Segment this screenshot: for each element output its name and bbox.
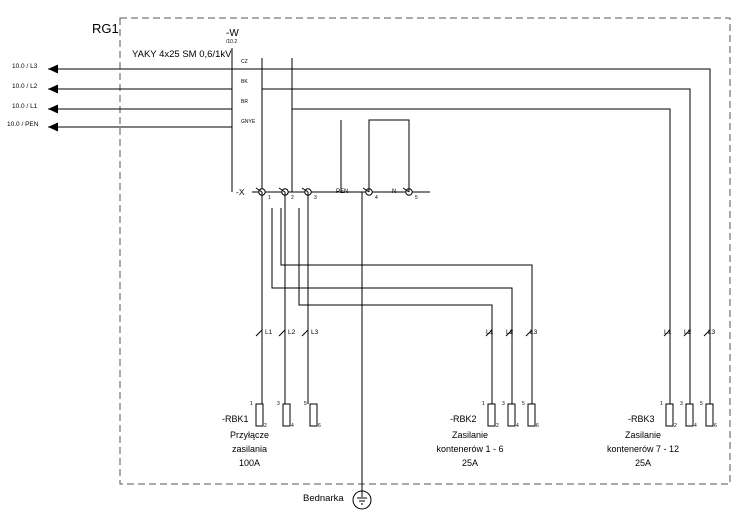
rbk2-desc-2: kontenerów 1 - 6 bbox=[436, 444, 504, 454]
rbk2-desc-1: Zasilanie bbox=[451, 430, 489, 440]
rbk1-pole-3: 3 bbox=[277, 401, 280, 407]
terminal-number-5: 5 bbox=[415, 195, 418, 201]
rbk2-tag: -RBK2 bbox=[450, 414, 477, 424]
rbk3-desc-3: 25A bbox=[634, 458, 651, 468]
rbk1-phase-l1: L1 bbox=[265, 329, 273, 336]
rbk2-phase-l2: L2 bbox=[506, 329, 514, 336]
panel-title: RG1 bbox=[92, 21, 119, 36]
rbk3-desc-1: Zasilanie bbox=[624, 430, 662, 440]
rbk1-pole-2: 2 bbox=[264, 423, 267, 429]
incoming-feed-label-pen: 10.0 / PEN bbox=[7, 121, 39, 128]
rbk1-pole-5: 5 bbox=[304, 401, 307, 407]
rbk3-phase-l1: L1 bbox=[664, 329, 672, 336]
supply-device-tag: -W bbox=[226, 28, 239, 39]
rbk2-pole-1: 1 bbox=[482, 401, 485, 407]
rbk1-phase-l3: L3 bbox=[311, 329, 319, 336]
earth-label: Bednarka bbox=[303, 493, 344, 504]
terminal-number-1: 1 bbox=[268, 195, 271, 201]
rbk1-desc-1: Przyłącze bbox=[229, 430, 269, 440]
rbk2-pole-5: 5 bbox=[522, 401, 525, 407]
supply-device-sub: /10.2 bbox=[226, 39, 238, 45]
rbk3-pole-6: 6 bbox=[714, 423, 717, 429]
branch-feed-lines bbox=[272, 208, 532, 332]
pen-n-bridge bbox=[369, 120, 409, 192]
cable-core-label-cz: CZ bbox=[241, 59, 248, 65]
terminal-name-pen: PEN bbox=[336, 189, 349, 195]
rbk2-pole-4: 4 bbox=[516, 423, 519, 429]
rbk2-phase-l1: L1 bbox=[486, 329, 494, 336]
rbk2-pole-6: 6 bbox=[536, 423, 539, 429]
terminal-number-3: 3 bbox=[314, 195, 317, 201]
rbk1-pole-4: 4 bbox=[291, 423, 294, 429]
rbk2-phase-l3: L3 bbox=[530, 329, 538, 336]
rbk2-pole-2: 2 bbox=[496, 423, 499, 429]
terminal-number-2: 2 bbox=[291, 195, 294, 201]
rbk3-tag: -RBK3 bbox=[628, 414, 655, 424]
rbk3-pole-2: 2 bbox=[674, 423, 677, 429]
rbk3-desc-2: kontenerów 7 - 12 bbox=[606, 444, 680, 454]
terminal-number-4: 4 bbox=[375, 195, 378, 201]
rbk1-pole-6: 6 bbox=[318, 423, 321, 429]
terminal-stubs bbox=[256, 188, 409, 192]
rbk3-pole-1: 1 bbox=[660, 401, 663, 407]
rbk3-pole-3: 3 bbox=[680, 401, 683, 407]
incoming-feed-label-l2: 10.0 / L2 bbox=[12, 83, 38, 90]
terminal-name-n: N bbox=[392, 189, 397, 195]
rbk1-desc-3: 100A bbox=[238, 458, 261, 468]
incoming-feed-label-l1: 10.0 / L1 bbox=[12, 103, 38, 110]
distribution-bus-lines bbox=[232, 69, 710, 332]
device-rbk3 bbox=[664, 329, 716, 426]
supply-cable-type: YAKY 4x25 SM 0,6/1kV bbox=[132, 49, 232, 60]
rbk3-phase-l2: L2 bbox=[684, 329, 692, 336]
incoming-feed-label-l3: 10.0 / L3 bbox=[12, 63, 38, 70]
rbk1-phase-l2: L2 bbox=[288, 329, 296, 336]
rbk3-phase-l3: L3 bbox=[708, 329, 716, 336]
device-rbk1 bbox=[256, 330, 317, 426]
cable-core-label-bk: BK bbox=[241, 79, 248, 85]
rbk1-desc-2: zasilania bbox=[231, 444, 268, 454]
rbk3-pole-4: 4 bbox=[694, 423, 697, 429]
earth-conductor bbox=[341, 120, 362, 494]
rbk1-tag: -RBK1 bbox=[222, 414, 249, 424]
incoming-feed-arrowheads bbox=[48, 65, 58, 132]
rbk3-pole-5: 5 bbox=[700, 401, 703, 407]
feed-to-core-jogs bbox=[262, 89, 292, 109]
device-rbk2 bbox=[486, 329, 538, 426]
incoming-feed-lines bbox=[48, 69, 232, 127]
cable-core-label-br: BR bbox=[241, 99, 248, 105]
rbk1-pole-1: 1 bbox=[250, 401, 253, 407]
rbk2-pole-3: 3 bbox=[502, 401, 505, 407]
cable-core-label-gnye: GNYE bbox=[241, 119, 256, 125]
terminal-strip-tag: -X bbox=[236, 187, 245, 197]
rbk2-desc-3: 25A bbox=[461, 458, 478, 468]
